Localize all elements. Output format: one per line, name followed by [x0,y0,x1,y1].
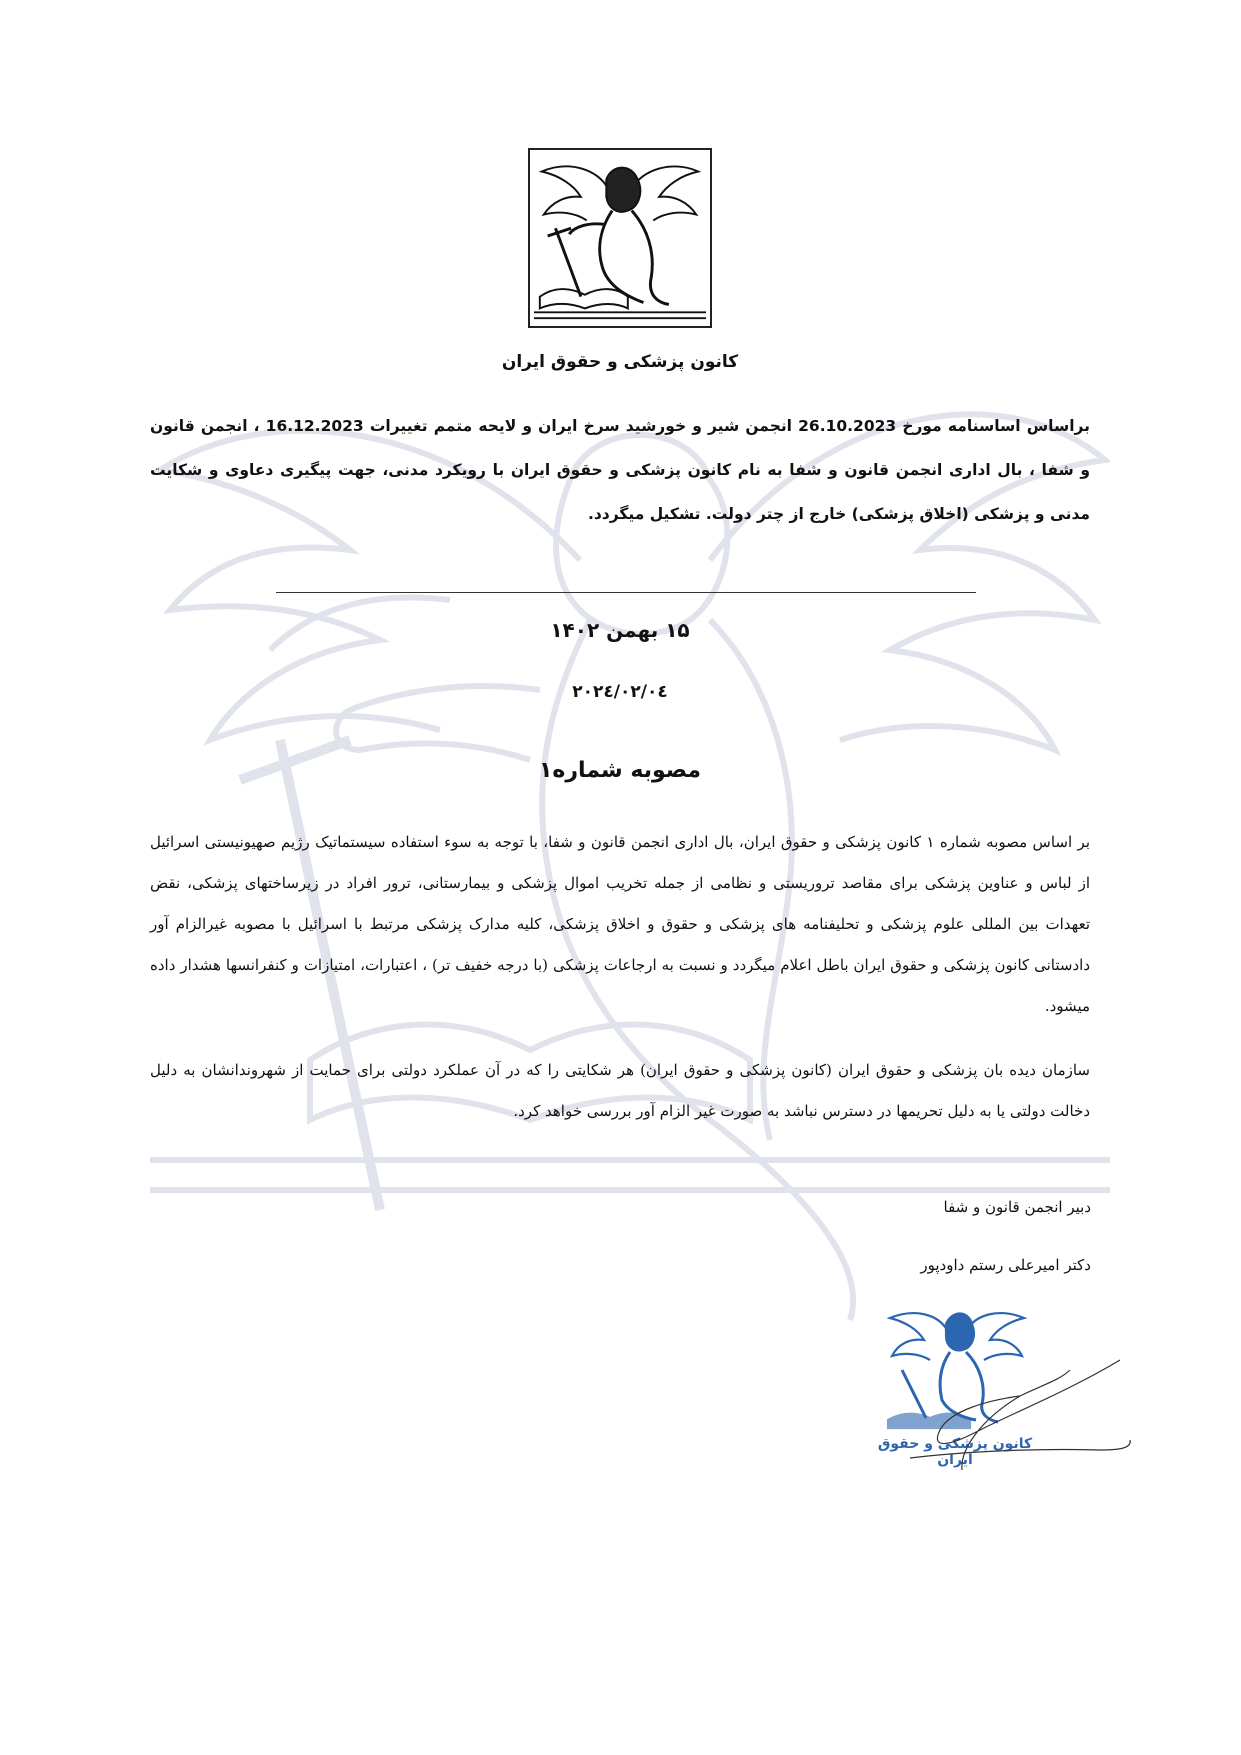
founding-statement: براساس اساسنامه مورخ 26.10.2023 انجمن شیر و خورشید سرخ ایران و لایحه متمم تغییرات 16.12.2023 ، انجمن قانون و شفا ، بال اداری انجمن قانون و شفا به نام کانون پزشکی و حقوق ایران با رویکرد مدنی، جهت پیگیری دعاوی و شکایت مدنی و پزشکی (اخلاق پزشکی) خارج از چتر دولت. تشکیل میگردد. [150,417,1090,523]
organization-name: کانون پزشکی و حقوق ایران [501,352,739,372]
stamp-org-name: کانون پزشکی و حقوق ایران [877,1436,1033,1468]
resolution-paragraph-2: سازمان دیده بان پزشکی و حقوق ایران (کانون پزشکی و حقوق ایران) هر شکایتی را که در آن عملکرد دولتی برای حمایت از شهروندانشان به دلیل دخالت دولتی یا به دلیل تحریمها در دسترس نباشد به صورت غیر الزام آور بررسی خواهد کرد. [150,1061,1090,1120]
resolution-paragraph-1: بر اساس مصوبه شماره ۱ کانون پزشکی و حقوق ایران، بال اداری انجمن قانون و شفا، با توجه به سوء استفاده سیستماتیک رژیم صهیونیستی اسرائیل از لباس و عناوین پزشکی برای مقاصد تروریستی و نظامی از جمله تخریب اموال پزشکی و بیمارستانی، ترور افراد در زیرساختهای پزشکی، نقض تعهدات بین المللی علوم پزشکی و تحلیفنامه های پزشکی و حقوق و اخلاق پزشکی، کلیه مدارک پزشکی مرتبط با اسرائیل با مصوبه غیرالزام آور دادستانی کانون پزشکی و حقوق ایران باطل اعلام میگردد و نسبت به ارجاعات پزشکی (با درجه خفیف تر) ، اعتبارات، امتیازات و کنفرانسها هشدار داده میشود. [150,833,1091,1015]
gregorian-date: ۲۰۲٤/۰۲/۰٤ [572,682,668,702]
official-stamp [870,1300,1150,1490]
winged-lion-logo-icon [530,150,710,326]
divider-line [276,592,976,593]
signatory-name: دکتر امیرعلی رستم داودپور [920,1256,1091,1274]
organization-logo [528,148,712,328]
resolution-title: مصوبه شماره۱ [538,758,702,783]
handwritten-signature [870,1300,1150,1490]
signatory-role: دبیر انجمن قانون و شفا [943,1198,1091,1216]
persian-date: ۱۵ بهمن ۱۴۰۲ [550,618,690,642]
